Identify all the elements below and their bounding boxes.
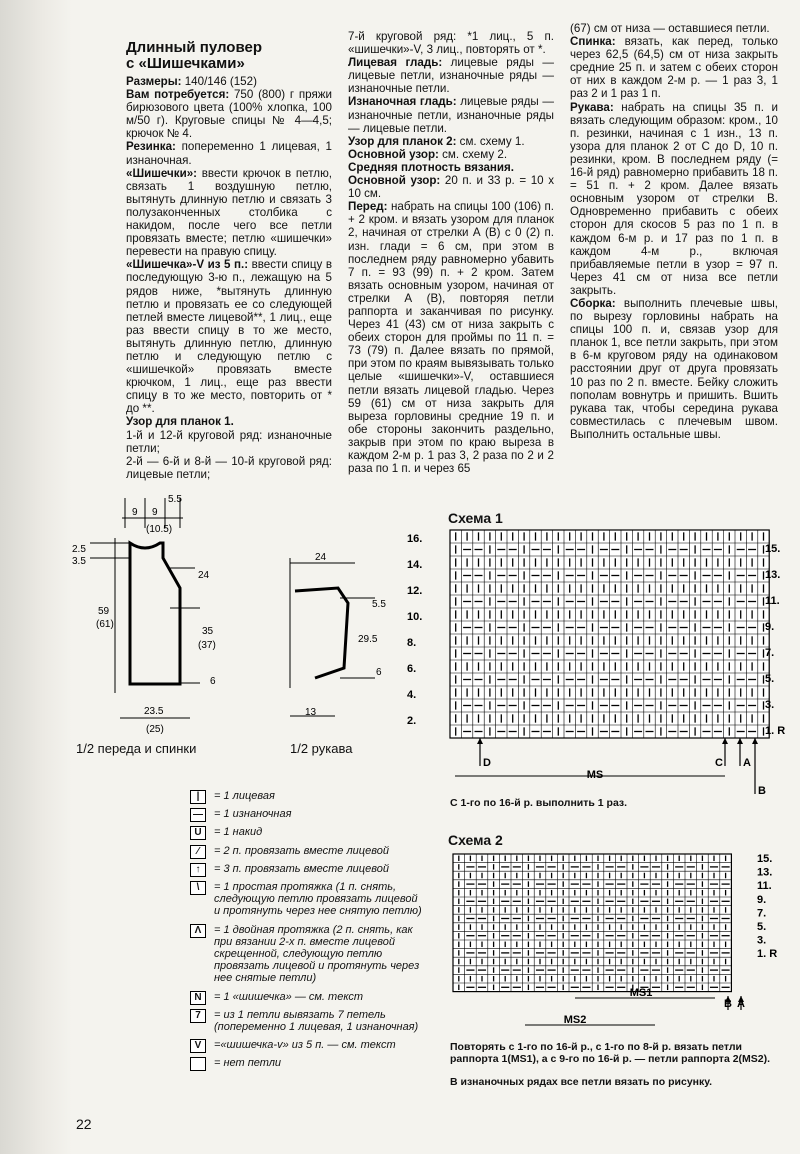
- col1-paragraph: [126, 429, 332, 455]
- legend-item: [190, 991, 425, 1003]
- legend-item: [190, 808, 425, 820]
- text-run: 1-й и 12-й круговой ряд: изнаночные петли;: [126, 428, 332, 455]
- scheme2-note1: Повторять с 1-го по 16-й р., с 1-го по 8-й р. вязать петли раппорта 1(MS1), а с 9-го по 16-й р. — петли раппорта 2(MS2).: [450, 1041, 771, 1066]
- sleeve-dim-top: 24: [315, 552, 327, 563]
- scheme1-arrow-d-label: D: [483, 757, 491, 769]
- legend-symbol-icon: —: [190, 808, 206, 822]
- legend-text: = из 1 петли вывязать 7 петель (попеременно 1 лицевая, 1 изнаночная): [214, 1008, 419, 1034]
- text-run: Средняя плотность вязания.: [348, 160, 515, 174]
- col3-paragraph: [570, 35, 778, 100]
- legend-symbol-icon: U: [190, 826, 206, 840]
- sleeve-dim-bottom: 13: [305, 707, 317, 718]
- col3-paragraph: [570, 101, 778, 297]
- dim-left1: 2.5: [72, 544, 86, 555]
- sleeve-pattern-caption: 1/2 рукава: [290, 741, 353, 756]
- text-run: ввести крючок в петлю, связать 1 воздушную петлю, вытянуть длинную петлю и связать 3 полузаконченных столбика с накидом, после чего все петли провязать вместе; петлю «шишечки» перевести на правую спицу.: [126, 166, 332, 259]
- text-run: Сборка:: [570, 296, 616, 310]
- sleeve-dim-length: 29.5: [358, 634, 378, 645]
- text-run: набрать на спицы 35 п. и вязать следующим образом: кром., 10 п. резинки, начиная с 1 изн., 13 п. узора для планок 2 от С до D, 10 п. резинки, кром. В последнем ряду (= 16-й ряд) равномерно прибавить 18 п. = 51 п. + 2 кром. Далее вязать основным узором от стрелки В. Одновременно прибавить с обеих сторон для скосов 5 раз по 1 п. в каждом 6-м р. и 17 раз по 1 п. в каждом 4-м р., включая прибавляемые петли в узор = 97 п. Через 41 см от низа все петли закрыть.: [570, 100, 778, 297]
- col2-paragraph: [348, 174, 554, 200]
- dim-neck: (10.5): [146, 524, 173, 535]
- scheme1-arrow-c-head: [722, 738, 728, 744]
- col1-paragraph: [126, 88, 332, 140]
- dim-height: 59: [98, 606, 110, 617]
- scheme2-arrow-b-label: B: [724, 998, 732, 1010]
- dim-top1: 9: [132, 507, 138, 518]
- legend-symbol-icon: 7: [190, 1009, 206, 1023]
- legend-item: [190, 790, 425, 802]
- scheme1-row-label-right: 15.: [765, 543, 781, 555]
- text-run: Вам потребуется:: [126, 88, 230, 102]
- text-run: Лицевая гладь:: [348, 56, 443, 70]
- text-run: «Шишечки»:: [126, 166, 198, 180]
- col1-paragraph: [126, 415, 332, 428]
- scheme1-row-label-left: 14.: [407, 559, 423, 571]
- scheme1-grid: [450, 530, 769, 738]
- article-title-line2: с «Шишечками»: [126, 55, 245, 72]
- scheme2-note2: В изнаночных рядах все петли вязать по рисунку.: [450, 1076, 713, 1088]
- col1-paragraph: [126, 140, 332, 166]
- scheme1-row-label-right: 3.: [765, 699, 775, 711]
- legend-symbol-icon: \: [190, 881, 206, 895]
- legend-symbol-icon: |: [190, 790, 206, 804]
- scheme2-title: Схема 2: [448, 832, 503, 848]
- scheme1-ms-label: MS: [586, 769, 604, 781]
- col1-paragraph: [126, 258, 332, 415]
- text-run: выполнить плечевые швы, по вырезу горловины набрать на спицы 100 п. и, связав узор для планок 1, все петли закрыть, при этом в 6-м круговом ряду на одинаковом расстоянии друг от друга провязать 10 раз по 2 п. вместе. Бейку сложить пополам вовнутрь и пришить. Вшить рукава так, чтобы середина рукава совместилась с плечевым швом. Выполнить остальные швы.: [570, 296, 778, 441]
- scheme1-row-label-left: 10.: [407, 611, 423, 623]
- text-run: Узор для планок 1.: [126, 415, 234, 429]
- text-run: Основной узор:: [348, 174, 441, 188]
- column-1-paragraphs: [126, 75, 332, 481]
- legend-symbol-icon: Λ: [190, 924, 206, 938]
- dim-hem: 6: [210, 676, 216, 687]
- text-run: 140/146 (152): [181, 75, 257, 88]
- column-2-paragraphs: [348, 30, 554, 475]
- text-run: см. схему 2.: [438, 147, 508, 161]
- legend-item: [190, 1039, 425, 1051]
- scheme1-row-label-left: 4.: [407, 689, 417, 701]
- col2-paragraph: [348, 95, 554, 134]
- scheme2-row-label-right: 3.: [757, 934, 767, 947]
- text-run: Узор для планок 2:: [348, 134, 457, 148]
- legend-text: = 1 лицевая: [214, 790, 275, 802]
- col2-paragraph: [348, 30, 554, 56]
- text-run: (67) см от низа — оставшиеся петли.: [570, 22, 770, 35]
- scheme1-arrow-d-head: [477, 738, 483, 744]
- text-run: лицевые ряды — изнаночные петли, изнаночные ряды — лицевые петли.: [348, 95, 554, 135]
- text-run: 750 (800) г пряжи бирюзового цвета (100% хлопка, 100 м/50 г). Круговые спицы № 4—4,5; крючок № 4.: [126, 88, 332, 141]
- scheme1-row-label-left: 12.: [407, 585, 423, 597]
- scheme2-grid: [453, 854, 731, 992]
- scheme1-row-label-right: 1. R: [765, 725, 786, 737]
- column-3-paragraphs: [570, 22, 778, 441]
- text-run: ввести спицу в последующую 3-ю п., лежащую на 5 рядов ниже, *вытянуть длинную петлю и провязать ее со следующей петлей вместе лицевой**, 1 лиц., еще раз ввести спицу в то же место, вытянуть длинную петлю, длинную петлю и следующую петлю с «шишечкой» провязать вместе крючком, 1 лиц., еще раз ввести спицу в то же место, повторить от * до **.: [126, 258, 332, 416]
- scheme1-arrow-c-label: C: [715, 757, 723, 769]
- dim-top3: 5.5: [168, 494, 182, 505]
- scheme1-note: С 1-го по 16-й р. выполнить 1 раз.: [450, 797, 628, 809]
- sleeve-dim-cuff: 6: [376, 667, 382, 678]
- dim-height-alt: (61): [96, 619, 114, 630]
- col2-paragraph: [348, 148, 554, 161]
- legend-text: = нет петли: [214, 1057, 282, 1070]
- text-column-3: [570, 22, 778, 441]
- legend-text: = 3 п. провязать вместе лицевой: [214, 862, 389, 875]
- scheme2-row-label-right: 13.: [757, 866, 773, 879]
- legend-item: [190, 845, 425, 857]
- legend-symbol-icon: ⁄: [190, 845, 206, 859]
- legend-symbol-icon: ↑: [190, 863, 206, 877]
- legend-item: [190, 924, 425, 985]
- scheme1-arrow-a-head: [737, 738, 743, 744]
- legend-text: = 1 накид: [214, 826, 263, 839]
- text-run: см. схему 1.: [456, 134, 525, 148]
- scheme1-arrow-b-label: B: [758, 785, 766, 797]
- scheme2-chart: [445, 850, 800, 1040]
- text-run: «Шишечка»-V из 5 п.:: [126, 258, 249, 272]
- col2-paragraph: [348, 56, 554, 95]
- scheme1-row-label-left: 6.: [407, 663, 417, 675]
- scheme1-row-label-right: 11.: [765, 595, 780, 607]
- legend-symbol-icon: [190, 1057, 206, 1071]
- front-pattern-caption: 1/2 переда и спинки: [76, 741, 197, 756]
- col1-paragraph: [126, 455, 332, 481]
- text-run: Изнаночная гладь:: [348, 95, 457, 109]
- text-run: 2-й — 6-й и 8-й — 10-й круговой ряд: лицевые петли;: [126, 454, 332, 481]
- symbol-legend: [190, 790, 425, 1076]
- scheme1-arrow-a-label: A: [743, 757, 751, 769]
- page-spine-shadow: [0, 0, 72, 1154]
- legend-text: = 1 двойная протяжка (2 п. снять, как при вязании 2-х п. вместе лицевой скрещенной, следующую петлю провязать лицевой и протянуть через нее снятые петли): [214, 923, 420, 985]
- text-run: 7-й круговой ряд: *1 лиц., 5 п. «шишечки»-V, 3 лиц., повторять от *.: [348, 30, 554, 57]
- scheme1-title: Схема 1: [448, 510, 503, 526]
- dim-armhole: 24: [198, 570, 210, 581]
- sleeve-dim-cap: 5.5: [372, 599, 386, 610]
- text-run: попеременно 1 лицевая, 1 изнаночная.: [126, 140, 332, 167]
- text-run: вязать, как перед, только через 62,5 (64,5) см от низа закрыть средние 25 п. и затем с обеих сторон от них в каждом 2-м р. — 1 раз 3, 1 раз 2 и 1 раз 1 п.: [570, 35, 778, 101]
- scheme2-row-label-right: 11.: [757, 880, 772, 893]
- legend-text: = 1 «шишечка» — см. текст: [214, 990, 364, 1003]
- legend-text: = 1 изнаночная: [214, 808, 292, 821]
- text-run: Рукава:: [570, 100, 614, 114]
- col1-paragraph: [126, 167, 332, 259]
- dim-width-alt: (25): [146, 724, 164, 735]
- scheme1-row-label-right: 9.: [765, 621, 775, 633]
- scheme2-ms1-label: MS1: [629, 987, 653, 999]
- front-back-pattern: [70, 488, 270, 738]
- text-run: Основной узор:: [348, 147, 439, 161]
- text-column-1: [126, 40, 332, 481]
- legend-symbol-icon: N: [190, 991, 206, 1005]
- col3-paragraph: [570, 297, 778, 441]
- col3-paragraph: [570, 22, 778, 35]
- scheme2-ms2-label: MS2: [563, 1014, 587, 1026]
- text-run: Спинка:: [570, 35, 616, 49]
- dim-top2: 9: [152, 507, 158, 518]
- scheme2-arrow-a-label: A: [737, 998, 745, 1010]
- legend-item: [190, 1057, 425, 1069]
- dim-width: 23.5: [144, 706, 164, 717]
- legend-item: [190, 863, 425, 875]
- text-run: лицевые ряды — лицевые петли, изнаночные ряды — изнаночные петли.: [348, 56, 554, 96]
- legend-text: = 2 п. провязать вместе лицевой: [214, 844, 389, 857]
- dim-side-alt: (37): [198, 640, 216, 651]
- dim-left2: 3.5: [72, 556, 86, 567]
- scheme1-row-label-left: 16.: [407, 533, 423, 545]
- sleeve-pattern: [280, 548, 400, 738]
- scheme1-row-label-left: 2.: [407, 715, 417, 727]
- text-run: Резинка:: [126, 140, 176, 154]
- page-number: 22: [76, 1116, 92, 1132]
- article-title-line1: Длинный пуловер: [126, 39, 262, 56]
- scheme1-row-label-right: 7.: [765, 647, 775, 659]
- dim-side: 35: [202, 626, 214, 637]
- scheme1-row-label-right: 13.: [765, 569, 781, 581]
- scheme1-chart: [405, 526, 800, 801]
- scheme1-arrow-b-head: [752, 738, 758, 744]
- text-run: набрать на спицы 100 (106) п. + 2 кром. и вязать узором для планок 2, начиная от стрелки А (В) с 0 (2) п. изн. глади = 6 см, при этом в последнем ряду равномерно убавить 7 п. = 93 (99) п. + 2 кром. Затем вязать основным узором, начиная от стрелки А (В), повторяя петли раппорта и заканчивая по рисунку. Через 41 (43) см от низа закрыть с обеих сторон для проймы по 11 п. = 73 (79) п. Далее вязать по прямой, при этом по краям вывязывать только целые «шишечки»-V, оставшиеся петли вязать лицевой гладью. Через 59 (61) см от низа закрыть для выреза горловины средние 19 п. и обе стороны закончить раздельно, закрыв при этом по краю выреза в каждом 2-м р. 1 раз 3, 2 раза по 2 и 2 раза по 1 п. и через 65: [348, 200, 554, 476]
- legend-text: = 1 простая протяжка (1 п. снять, следующую петлю провязать лицевой и протянуть через нее снятую петлю): [214, 881, 422, 918]
- text-run: Перед:: [348, 200, 388, 214]
- legend-symbol-icon: V: [190, 1039, 206, 1053]
- scheme2-row-label-right: 1. R: [757, 948, 778, 961]
- text-run: Размеры:: [126, 75, 182, 88]
- legend-item: [190, 881, 425, 918]
- text-run: 20 п. и 33 р. = 10 х 10 см.: [348, 174, 555, 201]
- legend-text: =«шишечка-v» из 5 п. — см. текст: [214, 1039, 396, 1052]
- scheme2-row-label-right: 9.: [757, 893, 767, 906]
- scheme1-row-label-left: 8.: [407, 637, 417, 649]
- scheme2-row-label-right: 7.: [757, 907, 767, 920]
- col2-paragraph: [348, 200, 554, 475]
- text-column-2: [348, 30, 554, 475]
- legend-item: [190, 826, 425, 838]
- legend-item: [190, 1009, 425, 1033]
- col1-paragraph: [126, 75, 332, 88]
- scheme1-row-label-right: 5.: [765, 673, 775, 685]
- col2-paragraph: [348, 161, 554, 174]
- scheme2-row-label-right: 5.: [757, 921, 767, 933]
- scheme2-row-label-right: 15.: [757, 853, 773, 865]
- col2-paragraph: [348, 135, 554, 148]
